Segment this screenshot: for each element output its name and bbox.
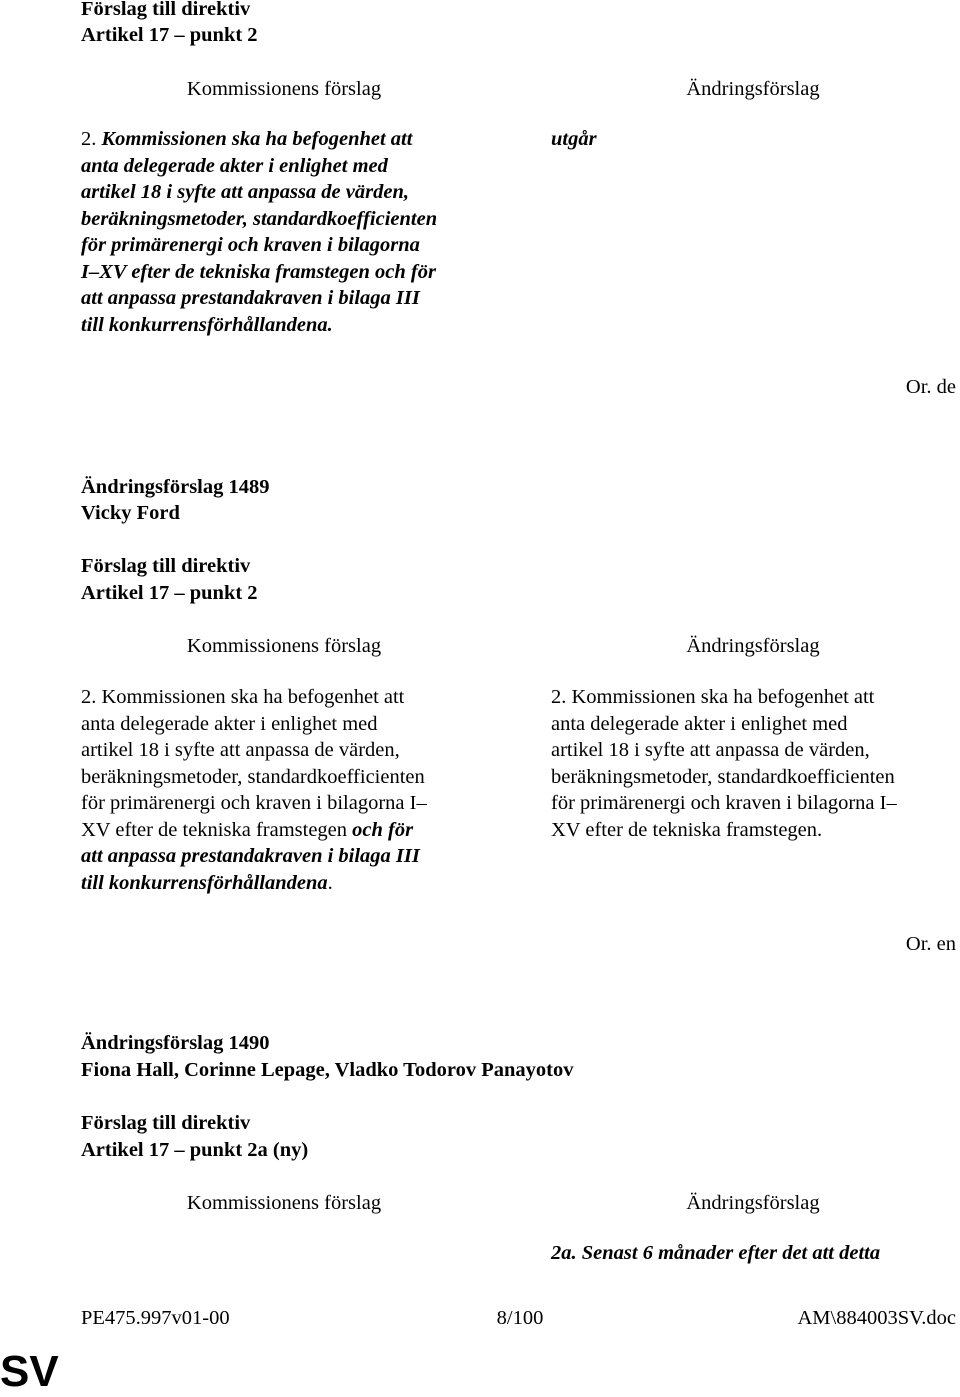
- column-header-commission: Kommissionens förslag: [186, 78, 382, 100]
- amendment-author: Fiona Hall, Corinne Lepage, Vladko Todorov Panayotov: [81, 1059, 574, 1081]
- article-heading: Artikel 17 – punkt 2: [81, 582, 258, 604]
- column-header-commission: Kommissionens förslag: [186, 635, 382, 657]
- article-heading: Artikel 17 – punkt 2: [81, 24, 258, 46]
- amendment-text: 2a. Senast 6 månader efter det att detta: [551, 1242, 881, 1264]
- section-heading: Förslag till direktiv: [81, 1112, 251, 1134]
- document-reference: PE475.997v01-00: [81, 1307, 230, 1329]
- column-header-amendment: Ändringsförslag: [686, 78, 820, 100]
- section-heading: Förslag till direktiv: [81, 555, 251, 577]
- section-heading: Förslag till direktiv: [81, 0, 251, 20]
- amendment-text: utgår: [551, 128, 597, 150]
- point-number: 2.: [81, 128, 97, 150]
- retained-text: 2. Kommissionen ska ha befogenhet att anta delegerade akter i enlighet med artikel 18 i syfte att anpassa de värden, beräkningsmetoder, standardkoefficienten för primärenergi och kraven i bilagorna I– XV efter de tekniska framstegen: [81, 686, 427, 841]
- sentence-end: .: [327, 871, 333, 894]
- deleted-text: Kommissionen ska ha befogenhet att anta delegerade akter i enlighet med artikel 18 i syfte att anpassa de värden, beräkningsmetoder, standardkoefficienten för primärenergi och kraven i bilagorna I–XV efter de tekniska framstegen och för att anpassa prestandakraven i bilaga III till konkurrensförhållandena.: [81, 128, 438, 336]
- deleted-text: och för att anpassa prestandakraven i bilaga III till konkurrensförhållandena: [81, 818, 420, 894]
- amendment-number: Ändringsförslag 1489: [81, 476, 270, 498]
- language-code: SV: [0, 1347, 59, 1396]
- article-heading: Artikel 17 – punkt 2a (ny): [81, 1139, 309, 1161]
- original-language: Or. de: [905, 376, 956, 398]
- amendment-author: Vicky Ford: [81, 502, 180, 524]
- amendment-number: Ändringsförslag 1490: [81, 1032, 270, 1054]
- column-header-commission: Kommissionens förslag: [186, 1192, 382, 1214]
- column-header-amendment: Ändringsförslag: [686, 1192, 820, 1214]
- page-number: 8/100: [496, 1307, 544, 1329]
- original-language: Or. en: [905, 933, 956, 955]
- column-header-amendment: Ändringsförslag: [686, 635, 820, 657]
- file-reference: AM\884003SV.doc: [797, 1307, 956, 1329]
- commission-text: [81, 126, 491, 338]
- commission-text: [81, 684, 491, 896]
- amendment-text: 2. Kommissionen ska ha befogenhet att anta delegerade akter i enlighet med artikel 18 i syfte att anpassa de värden, beräkningsmetoder, standardkoefficienten för primärenergi och kraven i bilagorna I– XV efter de tekniska framstegen.: [551, 686, 897, 841]
